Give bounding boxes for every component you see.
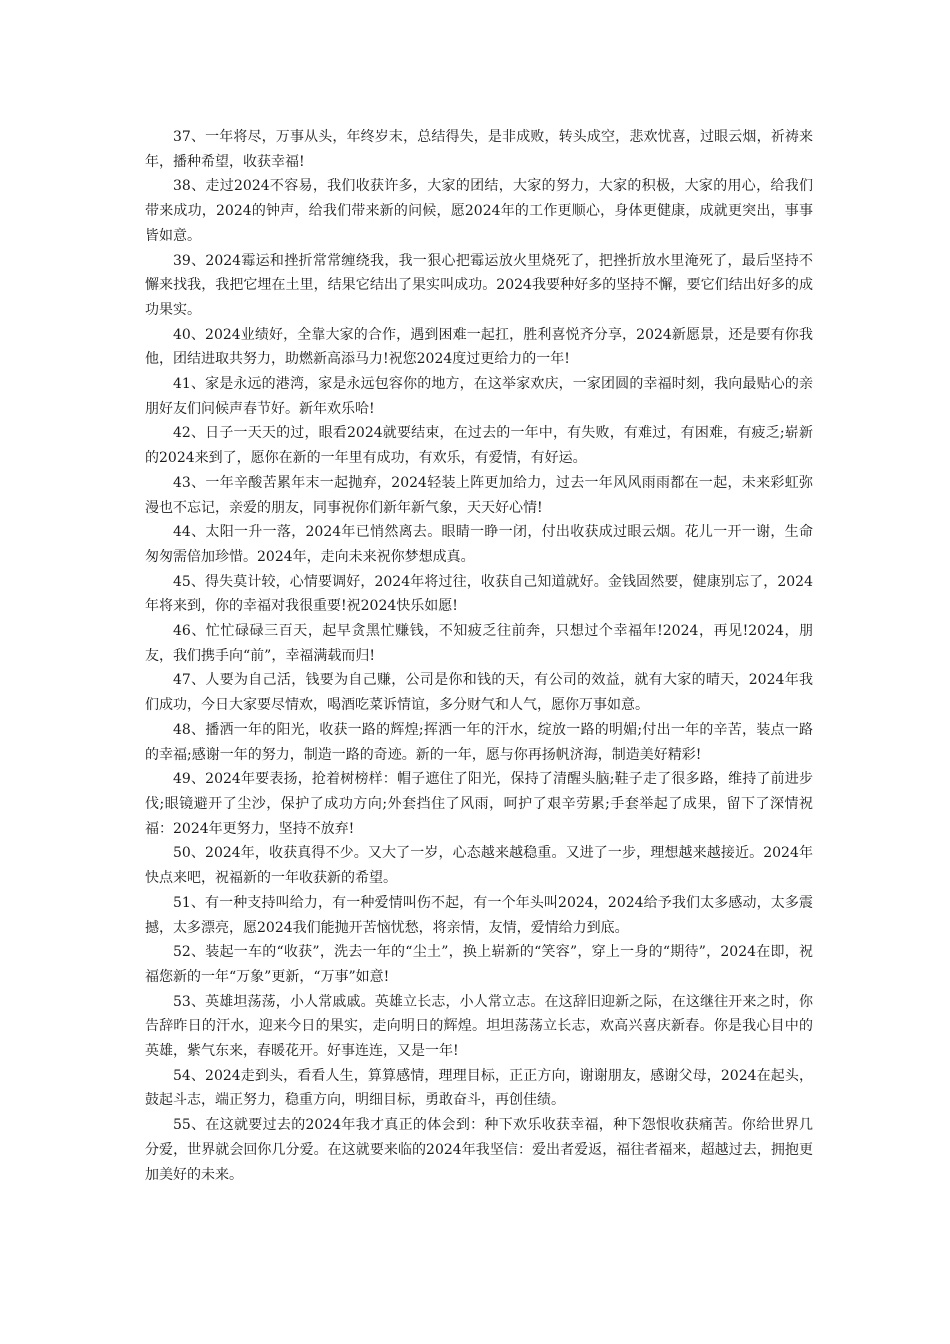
paragraph-52: 52、装起一车的“收获”，洗去一年的“尘土”，换上崭新的“笑容”，穿上一身的“期待”，2024在即，祝福您新的一年“万象”更新，“万事”如意! — [145, 944, 813, 985]
paragraph-46: 46、忙忙碌碌三百天，起早贪黑忙赚钱，不知疲乏往前奔，只想过个幸福年!2024，再见!2024，朋友，我们携手向“前”，幸福满载而归! — [145, 623, 813, 664]
paragraph-49: 49、2024年要表扬，抢着树榜样：帽子遮住了阳光，保持了清醒头脑;鞋子走了很多路，维持了前进步伐;眼镜避开了尘沙，保护了成功方向;外套挡住了风雨，呵护了艰辛劳累;手套举起了成果，留下了深情祝福：2024年更努力，坚持不放弃! — [145, 771, 813, 837]
paragraph-47: 47、人要为自己活，钱要为自己赚，公司是你和钱的天，有公司的效益，就有大家的晴天，2024年我们成功，今日大家要尽情欢，喝酒吃菜诉情谊，多分财气和人气，愿你万事如意。 — [145, 672, 813, 714]
paragraph-50: 50、2024年，收获真得不少。又大了一岁，心态越来越稳重。又进了一步，理想越来越接近。2024年快点来吧，祝福新的一年收获新的希望。 — [145, 845, 813, 887]
document-body — [145, 125, 813, 1187]
paragraph-40: 40、2024业绩好，全靠大家的合作，遇到困难一起扛，胜利喜悦齐分享，2024新愿景，还是要有你我他，团结进取共努力，助燃新高添马力!祝您2024度过更给力的一年! — [145, 326, 813, 368]
paragraph-53: 53、英雄坦荡荡，小人常戚戚。英雄立长志，小人常立志。在这辞旧迎新之际，在这继往开来之时，你告辞昨日的汗水，迎来今日的果实，走向明日的辉煌。坦坦荡荡立长志，欢高兴喜庆新春。你是我心目中的英雄，紫气东来，春暖花开。好事连连，又是一年! — [145, 993, 813, 1060]
paragraph-51: 51、有一种支持叫给力，有一种爱情叫伤不起，有一个年头叫2024，2024给予我们太多感动，太多震撼，太多漂亮，愿2024我们能抛开苦恼忧愁，将亲情，友情，爱情给力到底。 — [145, 894, 813, 936]
paragraph-38: 38、走过2024不容易，我们收获许多，大家的团结，大家的努力，大家的积极，大家的用心，给我们带来成功，2024的钟声，给我们带来新的问候，愿2024年的工作更顺心，身体更健康，成就更突出，事事皆如意。 — [145, 178, 813, 244]
paragraph-37: 37、一年将尽，万事从头，年终岁末，总结得失，是非成败，转头成空，悲欢忧喜，过眼云烟，祈祷来年，播种希望，收获幸福! — [145, 129, 813, 170]
paragraph-39: 39、2024霉运和挫折常常缠绕我，我一狠心把霉运放火里烧死了，把挫折放水里淹死了，最后坚持不懈来找我，我把它埋在土里，结果它结出了果实叫成功。2024我要种好多的坚持不懈，要它们结出好多的成功果实。 — [145, 252, 813, 318]
paragraph-54: 54、2024走到头，看看人生，算算感情，理理目标，正正方向，谢谢朋友，感谢父母，2024在起头，鼓起斗志，端正努力，稳重方向，明细目标，勇敢奋斗，再创佳绩。 — [145, 1067, 813, 1109]
paragraph-48: 48、播洒一年的阳光，收获一路的辉煌;挥洒一年的汗水，绽放一路的明媚;付出一年的辛苦，装点一路的幸福;感谢一年的努力，制造一路的奇迹。新的一年，愿与你再扬帆济海，制造美好精彩! — [145, 721, 813, 763]
paragraph-42: 42、日子一天天的过，眼看2024就要结束，在过去的一年中，有失败，有难过，有困难，有疲乏;崭新的2024来到了，愿你在新的一年里有成功，有欢乐，有爱情，有好运。 — [145, 425, 813, 467]
paragraph-45: 45、得失莫计较，心情要调好，2024年将过往，收获自己知道就好。金钱固然要，健康别忘了，2024年将来到，你的幸福对我很重要!祝2024快乐如愿! — [145, 573, 813, 615]
paragraph-55: 55、在这就要过去的2024年我才真正的体会到：种下欢乐收获幸福，种下怨恨收获痛苦。你给世界几分爱，世界就会回你几分爱。在这就要来临的2024年我坚信：爱出者爱返，福往者福来，超越过去，拥抱更加美好的未来。 — [145, 1117, 813, 1183]
paragraph-44: 44、太阳一升一落，2024年已悄然离去。眼睛一睁一闭，付出收获成过眼云烟。花儿一开一谢，生命匆匆需倍加珍惜。2024年，走向未来祝你梦想成真。 — [145, 524, 813, 565]
paragraph-43: 43、一年辛酸苦累年末一起抛弃，2024轻装上阵更加给力，过去一年风风雨雨都在一起，未来彩虹弥漫也不忘记，亲爱的朋友，同事祝你们新年新气象，天天好心情! — [145, 474, 813, 516]
paragraph-41: 41、家是永远的港湾，家是永远包容你的地方，在这举家欢庆，一家团圆的幸福时刻，我向最贴心的亲朋好友们问候声春节好。新年欢乐哈! — [145, 376, 813, 417]
